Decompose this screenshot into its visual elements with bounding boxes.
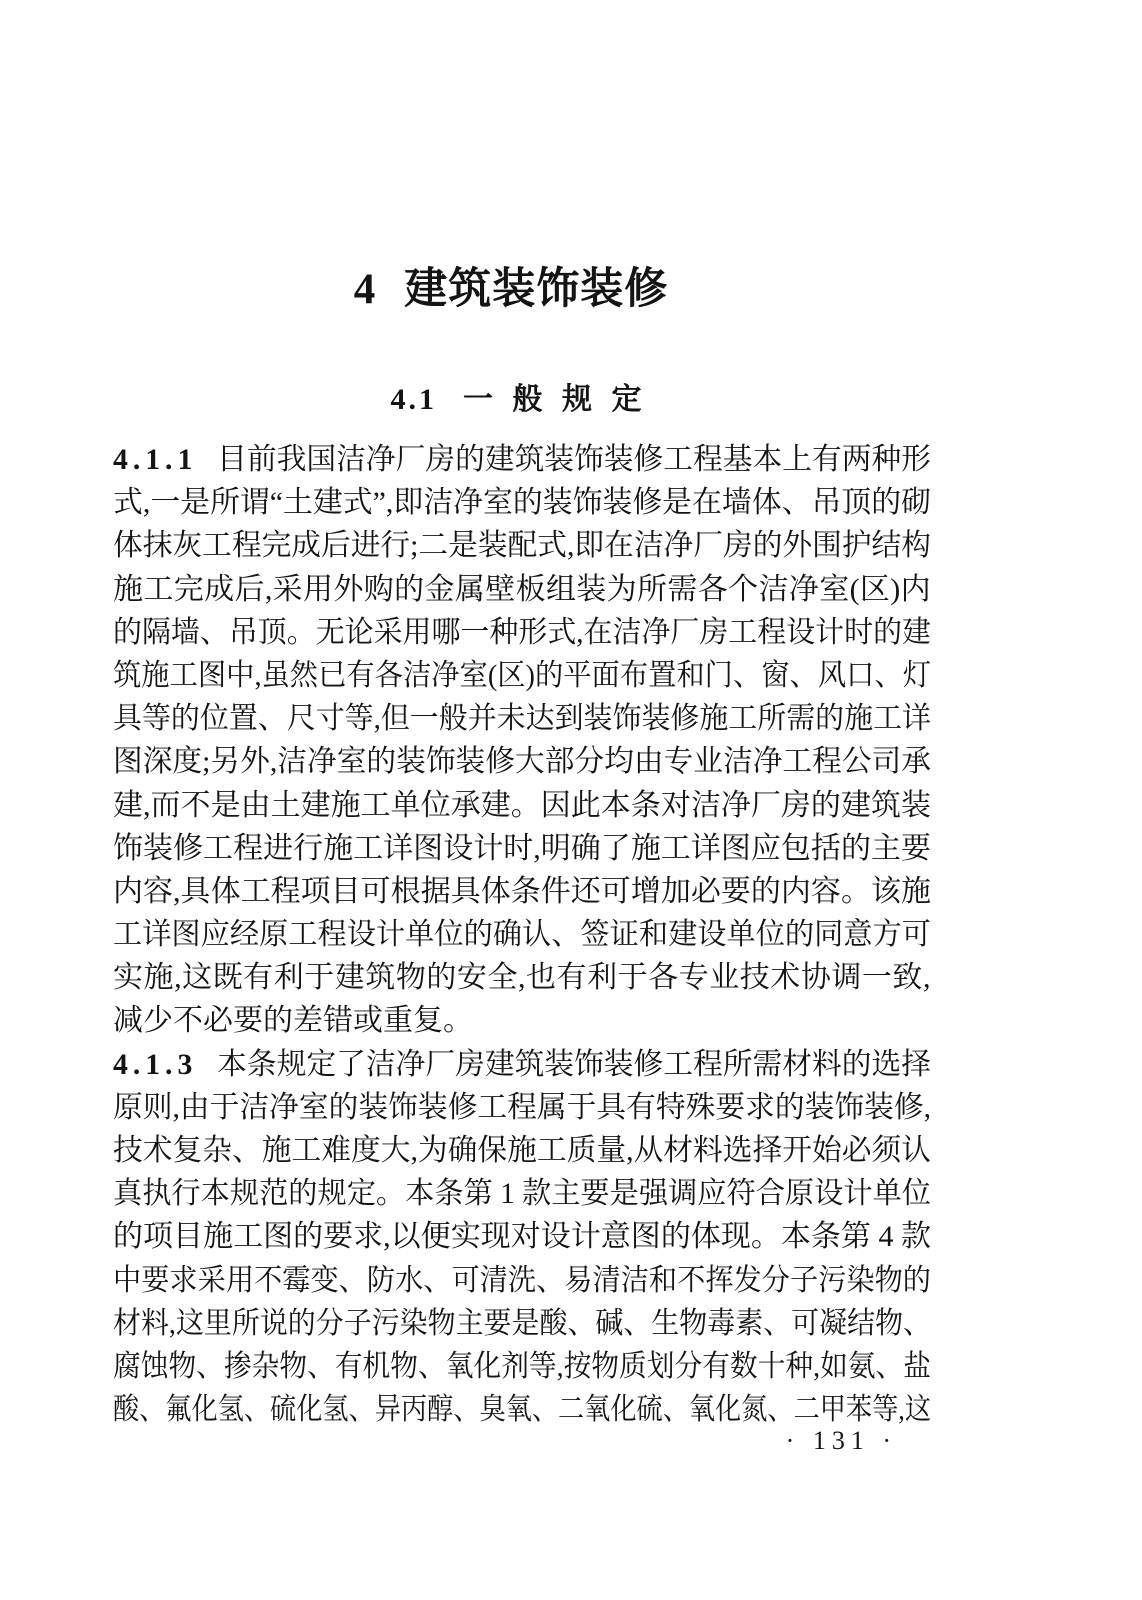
chapter-number: 4 xyxy=(353,266,377,313)
text-line-content: 真执行本规范的规定。本条第 1 款主要是强调应符合原设计单位 xyxy=(113,1177,931,1211)
text-line xyxy=(113,1043,931,1086)
clause-number: 4.1.3 xyxy=(113,1047,198,1081)
text-line xyxy=(113,438,931,481)
text-line-content: 目前我国洁净厂房的建筑装饰装修工程基本上有两种形 xyxy=(217,443,931,476)
page-number: · 131 · xyxy=(785,1426,897,1455)
text-line-content: 筑施工图中,虽然已有各洁净室(区)的平面布置和门、窗、风口、灯 xyxy=(113,658,931,692)
text-line-content: 实施,这既有利于建筑物的安全,也有利于各专业技术协调一致, xyxy=(113,961,931,995)
text-line-content: 饰装修工程进行施工详图设计时,明确了施工详图应包括的主要 xyxy=(113,831,931,865)
text-line-content: 原则,由于洁净室的装饰装修工程属于具有特殊要求的装饰装修, xyxy=(113,1090,931,1124)
text-line-content: 建,而不是由土建施工单位承建。因此本条对洁净厂房的建筑装 xyxy=(113,788,931,822)
text-line xyxy=(113,697,931,740)
text-line xyxy=(113,568,931,611)
chapter-title-text: 建筑装饰装修 xyxy=(404,266,669,313)
text-line xyxy=(113,1302,931,1345)
text-line-content: 施工完成后,采用外购的金属壁板组装为所需各个洁净室(区)内 xyxy=(113,572,931,606)
text-line xyxy=(113,1215,931,1258)
text-line xyxy=(113,654,931,697)
text-line-content: 材料,这里所说的分子污染物主要是酸、碱、生物毒素、可凝结物、 xyxy=(113,1306,931,1340)
text-line-content: 的隔墙、吊顶。无论采用哪一种形式,在洁净厂房工程设计时的建 xyxy=(113,615,931,649)
text-line xyxy=(113,784,931,827)
text-line-content: 内容,具体工程项目可根据具体条件还可增加必要的内容。该施 xyxy=(113,874,931,908)
text-line-content: 中要求采用不霉变、防水、可清洗、易清洁和不挥发分子污染物的 xyxy=(113,1263,931,1297)
text-line xyxy=(113,1086,931,1129)
text-line xyxy=(113,1129,931,1172)
section-heading xyxy=(0,384,1038,416)
text-line xyxy=(113,524,931,567)
text-line xyxy=(113,956,931,999)
text-line xyxy=(113,999,931,1042)
text-line xyxy=(113,611,931,654)
text-line-content: 具等的位置、尺寸等,但一般并未达到装饰装修施工所需的施工详 xyxy=(113,702,931,736)
text-line-content: 式,一是所谓“土建式”,即洁净室的装饰装修是在墙体、吊顶的砌 xyxy=(113,486,931,520)
chapter-title xyxy=(0,266,1022,314)
body-text xyxy=(113,438,931,1431)
text-line xyxy=(113,1259,931,1302)
text-line xyxy=(113,481,931,524)
text-line xyxy=(113,1388,931,1431)
text-line-content: 酸、氟化氢、硫化氢、异丙醇、臭氧、二氧化硫、氧化氮、二甲苯等,这 xyxy=(113,1393,931,1427)
text-line xyxy=(113,740,931,783)
section-number: 4.1 xyxy=(390,383,437,416)
text-line-content: 腐蚀物、掺杂物、有机物、氧化剂等,按物质划分有数十种,如氨、盐 xyxy=(113,1349,931,1383)
text-line xyxy=(113,913,931,956)
text-line xyxy=(113,870,931,913)
text-line-content: 工详图应经原工程设计单位的确认、签证和建设单位的同意方可 xyxy=(113,918,931,952)
text-line xyxy=(113,1172,931,1215)
text-line xyxy=(113,1345,931,1388)
text-line-content: 本条规定了洁净厂房建筑装饰装修工程所需材料的选择 xyxy=(217,1047,931,1081)
text-line xyxy=(113,827,931,870)
section-heading-text: 一 般 规 定 xyxy=(463,383,648,416)
text-line-content: 图深度;另外,洁净室的装饰装修大部分均由专业洁净工程公司承 xyxy=(113,745,931,779)
clause-number: 4.1.1 xyxy=(113,443,198,476)
text-line-content: 减少不必要的差错或重复。 xyxy=(113,1004,473,1038)
text-line-content: 技术复杂、施工难度大,为确保施工质量,从材料选择开始必须认 xyxy=(113,1134,931,1167)
text-line-content: 体抹灰工程完成后进行;二是装配式,即在洁净厂房的外围护结构 xyxy=(113,529,931,563)
text-line-content: 的项目施工图的要求,以便实现对设计意图的体现。本条第 4 款 xyxy=(113,1220,931,1254)
